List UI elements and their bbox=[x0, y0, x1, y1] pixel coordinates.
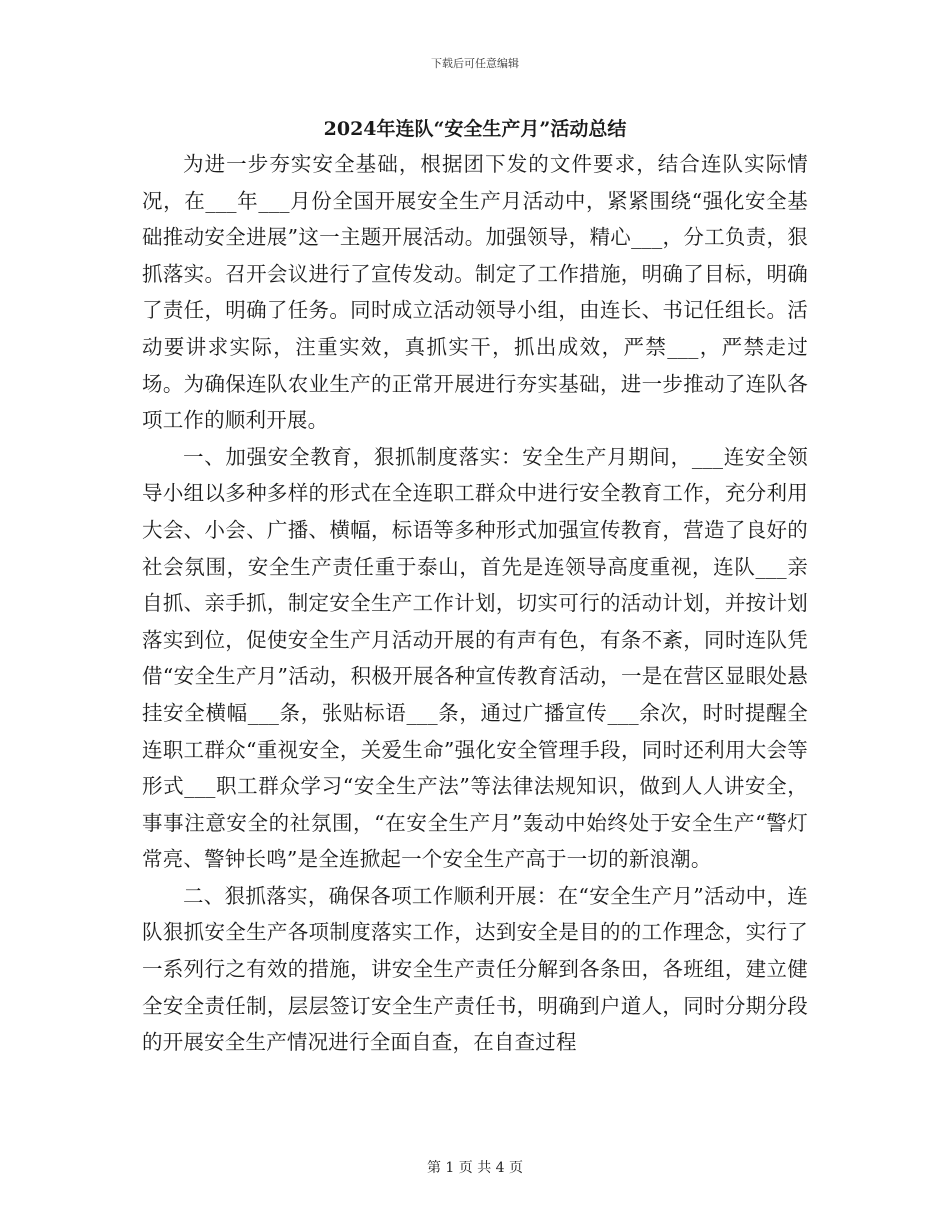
paragraph-section-2: 二、狠抓落实，确保各项工作顺利开展：在“安全生产月”活动中，连队狠抓安全生产各项制度落实工作，达到安全是目的的工作理念，实行了一系列行之有效的措施，讲安全生产责任分解到各条田，各班组，建立健全安全责任制，层层签订安全生产责任书，明确到户道人，同时分期分段的开展安全生产情况进行全面自查，在自查过程 bbox=[142, 883, 808, 1055]
document-title: 2024年连队“安全生产月”活动总结 bbox=[323, 118, 627, 140]
paragraph-section-1: 一、加强安全教育，狠抓制度落实：安全生产月期间，___连安全领导小组以多种多样的形式在全连职工群众中进行安全教育工作，充分利用大会、小会、广播、横幅，标语等多种形式加强宣传教育，营造了良好的社会氛围，安全生产责任重于泰山，首先是连领导高度重视，连队___亲自抓、亲手抓，制定安全生产工作计划，切实可行的活动计划，并按计划落实到位，促使安全生产月活动开展的有声有色，有条不紊，同时连队凭借“安全生产月”活动，积极开展各种宣传教育活动，一是在营区显眼处悬挂安全横幅___条，张贴标语___条，通过广播宣传___余次，时时提醒全连职工群众“重视安全，关爱生命”强化安全管理手段，同时还利用大会等形式___职工群众学习“安全生产法”等法律法规知识，做到人人讲安全，事事注意安全的社氛围，“在安全生产月”轰动中始终处于安全生产“警灯常亮、警钟长鸣”是全连掀起一个安全生产高于一切的新浪潮。 bbox=[142, 444, 808, 872]
page-number: 第 1 页 共 4 页 bbox=[426, 1160, 524, 1176]
header-note: 下载后可任意编辑 bbox=[431, 57, 519, 70]
paragraph-intro: 为进一步夯实安全基础，根据团下发的文件要求，结合连队实际情况，在___年___月份全国开展安全生产月活动中，紧紧围绕“强化安全基础推动安全进展”这一主题开展活动。加强领导，精心___，分工负责，狠抓落实。召开会议进行了宣传发动。制定了工作措施，明确了目标，明确了责任，明确了任务。同时成立活动领导小组，由连长、书记任组长。活动要讲求实际，注重实效，真抓实干，抓出成效，严禁___，严禁走过场。为确保连队农业生产的正常开展进行夯实基础，进一步推动了连队各项工作的顺利开展。 bbox=[142, 152, 808, 433]
document-body bbox=[142, 146, 808, 1061]
